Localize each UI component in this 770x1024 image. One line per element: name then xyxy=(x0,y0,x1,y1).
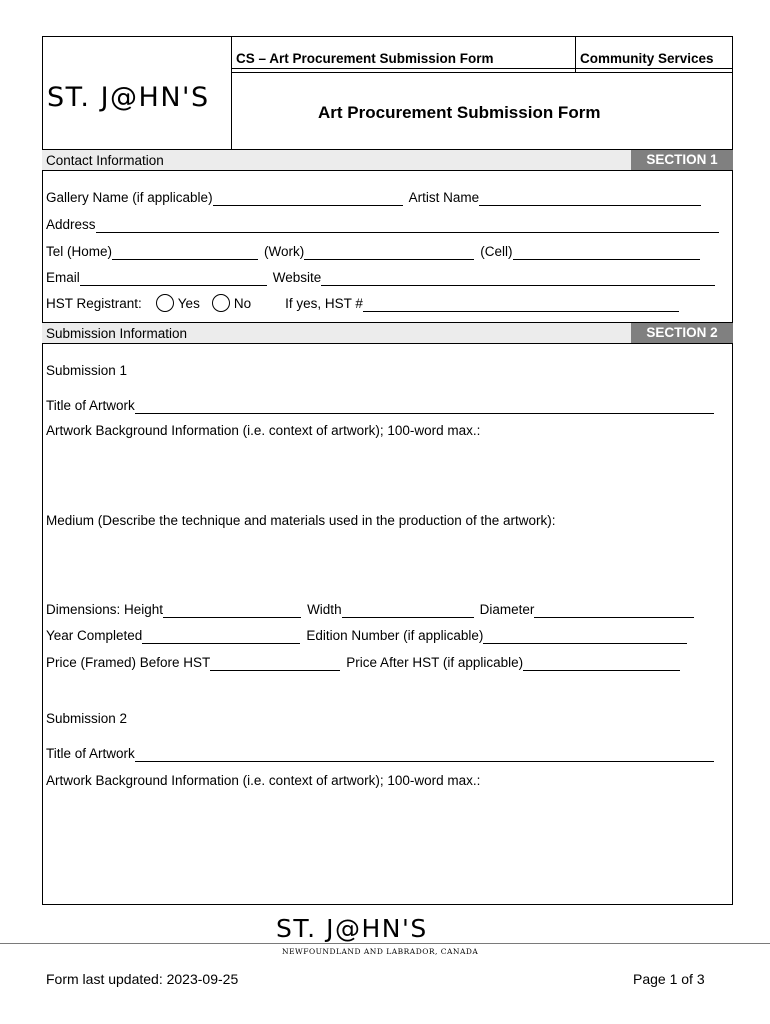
hst-number-field[interactable] xyxy=(363,298,679,312)
address-label: Address xyxy=(46,217,96,232)
hst-yes-label: Yes xyxy=(177,296,200,311)
diameter-label: Diameter xyxy=(479,602,535,617)
submission-2-title-row xyxy=(46,742,714,762)
header-divider xyxy=(231,72,733,73)
header-divider xyxy=(231,68,733,69)
header-divider xyxy=(575,36,576,72)
address-row xyxy=(46,213,719,233)
gallery-name-field[interactable] xyxy=(213,192,403,206)
edition-number-field[interactable] xyxy=(483,630,687,644)
price-after-hst-field[interactable] xyxy=(523,657,680,671)
submission-2-title-field[interactable] xyxy=(135,748,714,762)
height-label: Dimensions: Height xyxy=(46,602,164,617)
form-last-updated: Form last updated: 2023-09-25 xyxy=(46,971,239,987)
tel-home-field[interactable] xyxy=(112,246,258,260)
dimensions-row xyxy=(46,598,694,618)
page-number: Page 1 of 3 xyxy=(633,971,705,987)
email-label: Email xyxy=(46,270,80,285)
submission-1-background-label: Artwork Background Information (i.e. context of artwork); 100-word max.: xyxy=(46,423,481,438)
diameter-field[interactable] xyxy=(534,604,694,618)
submission-1-medium-label: Medium (Describe the technique and materials used in the production of the artwork): xyxy=(46,513,556,528)
tel-cell-label: (Cell) xyxy=(480,244,513,259)
price-before-hst-field[interactable] xyxy=(210,657,340,671)
submission-1-title-field[interactable] xyxy=(135,400,714,414)
hst-registrant-label: HST Registrant: xyxy=(46,296,142,311)
footer-logo: ST. J@HN'S xyxy=(276,914,428,943)
section-2-tag: SECTION 2 xyxy=(631,323,733,343)
header-divider xyxy=(231,36,232,151)
edition-number-label: Edition Number (if applicable) xyxy=(306,628,484,643)
price-before-hst-label: Price (Framed) Before HST xyxy=(46,655,211,670)
email-website-row xyxy=(46,266,715,286)
artist-name-label: Artist Name xyxy=(408,190,480,205)
section-1-tag: SECTION 1 xyxy=(631,150,733,170)
form-code: CS – Art Procurement Submission Form xyxy=(236,51,494,66)
year-edition-row xyxy=(46,624,687,644)
hst-number-label: If yes, HST # xyxy=(285,296,363,311)
tel-work-label: (Work) xyxy=(264,244,305,259)
gallery-artist-row xyxy=(46,186,701,206)
width-label: Width xyxy=(307,602,342,617)
website-field[interactable] xyxy=(321,272,715,286)
logo-text: ST. J@HN'S xyxy=(47,82,210,113)
height-field[interactable] xyxy=(163,604,301,618)
tel-work-field[interactable] xyxy=(304,246,474,260)
department-name: Community Services xyxy=(580,51,714,66)
email-field[interactable] xyxy=(80,272,267,286)
price-row xyxy=(46,651,680,671)
st-johns-logo xyxy=(47,82,210,113)
title-of-artwork-label: Title of Artwork xyxy=(46,746,135,761)
hst-yes-radio[interactable] xyxy=(156,294,174,312)
tel-row xyxy=(46,240,700,260)
width-field[interactable] xyxy=(342,604,474,618)
title-of-artwork-label: Title of Artwork xyxy=(46,398,135,413)
submission-2-background-area[interactable] xyxy=(46,792,726,892)
year-completed-field[interactable] xyxy=(142,630,300,644)
price-after-hst-label: Price After HST (if applicable) xyxy=(346,655,524,670)
section-1-label: Contact Information xyxy=(46,153,164,168)
gallery-name-label: Gallery Name (if applicable) xyxy=(46,190,213,205)
submission-2-background-label: Artwork Background Information (i.e. context of artwork); 100-word max.: xyxy=(46,773,481,788)
submission-1-background-area[interactable] xyxy=(46,442,726,502)
tel-cell-field[interactable] xyxy=(513,246,700,260)
section-2-label: Submission Information xyxy=(46,326,188,341)
footer-divider xyxy=(0,943,770,944)
tel-home-label: Tel (Home) xyxy=(46,244,113,259)
submission-1-medium-area[interactable] xyxy=(46,532,726,594)
year-completed-label: Year Completed xyxy=(46,628,143,643)
section-2-bar xyxy=(42,322,733,344)
submission-1-title-row xyxy=(46,394,714,414)
section-1-bar xyxy=(42,149,733,171)
hst-no-radio[interactable] xyxy=(212,294,230,312)
hst-no-label: No xyxy=(233,296,252,311)
website-label: Website xyxy=(272,270,322,285)
footer-logo-subtitle: NEWFOUNDLAND AND LABRADOR, CANADA xyxy=(282,947,479,956)
submission-2-heading: Submission 2 xyxy=(46,711,128,726)
artist-name-field[interactable] xyxy=(479,192,701,206)
hst-row xyxy=(46,292,679,312)
address-field[interactable] xyxy=(96,219,719,233)
submission-1-heading: Submission 1 xyxy=(46,363,128,378)
form-title: Art Procurement Submission Form xyxy=(318,103,601,122)
